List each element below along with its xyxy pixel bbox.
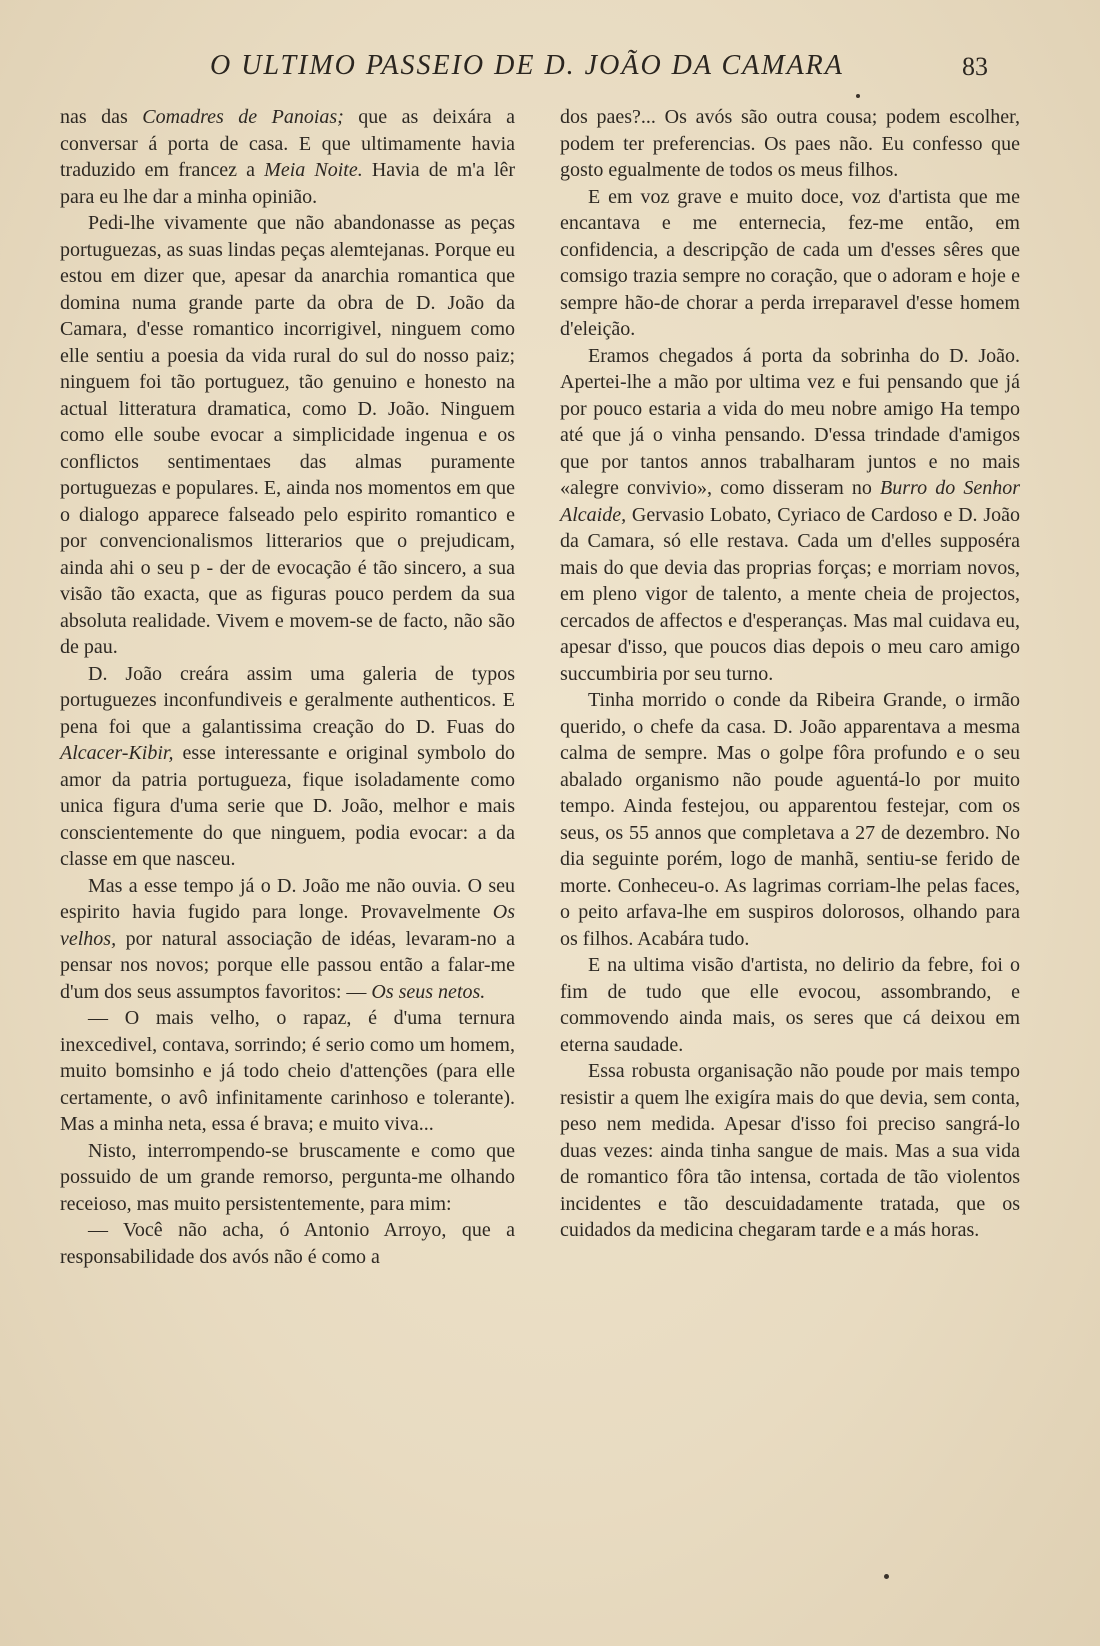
italic-title-text: Burro do Senhor Alcaide,: [560, 477, 1020, 526]
paragraph-text: Pedi-lhe vivamente que não abandonasse as peças portuguezas, as suas lindas peças alemtejanas. Porque eu estou em dizer que, apesar da anarchia romantica que domina numa grande parte da obra de D. João da Camara, d'esse romantico incorrigivel, ninguem como elle sentiu a poesia da vida rural do sul do nosso paiz; ninguem foi tão portuguez, tão genuino e honesto na actual litteratura dramatica, como D. João. Ninguem como elle soube evocar a simplicidade ingenua e os conflictos sentimentaes das almas puramente portuguezas e populares. E, ainda nos momentos em que o dialogo apparece falseado pelo espirito romantico e por convencionalismos litterarios que o prejudicam, ainda ahi o seu p - der de evocação é tão sincero, a sua visão tão exacta, que as figuras pouco perdem da sua absoluta realidade. Vivem e movem-se de facto, não são de pau.: [60, 212, 515, 658]
italic-title-text: Os velhos,: [60, 901, 515, 950]
paragraph-text: — O mais velho, o rapaz, é d'uma ternura inexcedivel, contava, sorrindo; é serio como um homem, muito bomsinho e já todo cheio d'attenções (para elle certamente, o avô infinitamente carinhoso e tolerante). Mas a minha neta, essa é brava; e muito viva...: [60, 1007, 515, 1135]
paragraph-text: Essa robusta organisação não poude por mais tempo resistir a quem lhe exigíra mais do que devia, sem conta, peso nem medida. Apesar d'isso foi preciso sangrá-lo duas vezes: ainda tinha sangue de mais. Mas a sua vida de romantico fôra tão intensa, cortada de tão violentos incidentes e tão descuidadamente tratada, que os cuidados da medicina chegaram tarde e a más horas.: [560, 1060, 1020, 1241]
paragraph: [560, 687, 1020, 952]
page-number: 83: [962, 52, 988, 81]
paragraph: [60, 873, 515, 1006]
paragraph: [60, 1138, 515, 1218]
italic-title-text: Meia Noite.: [264, 159, 363, 181]
paragraph-text: Mas a esse tempo já o D. João me não ouvia. O seu espirito havia fugido para longe. Provavelmente: [60, 874, 515, 923]
italic-title-text: Os seus netos.: [371, 980, 486, 1003]
ink-speck: [856, 94, 860, 98]
left-column: [60, 104, 515, 1270]
paragraph-text: E na ultima visão d'artista, no delirio da febre, foi o fim de tudo que elle evocou, assombrando, e commovendo ainda mais, os seres que cá deixou em eterna saudade.: [560, 954, 1020, 1056]
paragraph-text: Tinha morrido o conde da Ribeira Grande, o irmão querido, o chefe da casa. D. João apparentava a mesma calma de sempre. Mas o golpe fôra profundo e o seu abalado organismo não poude aguentá-lo por muito tempo. Ainda festejou, ou apparentou festejar, com os seus, os 55 annos que completava a 27 de dezembro. No dia seguinte porém, logo de manhã, sentiu-se ferido de morte. Conheceu-o. As lagrimas corriam-lhe pelas faces, o peito arfava-lhe em suspiros dolorosos, olhando para os filhos. Acabára tudo.: [560, 689, 1020, 950]
paragraph-text: esse interessante e original symbolo do amor da patria portugueza, fique isoladamente como unica figura d'uma serie que D. João, melhor e mais conscientemente do que ninguem, podia evocar: a da classe em que nasceu.: [60, 742, 515, 870]
paragraph-text: Havia de m'a lêr para eu lhe dar a minha opinião.: [60, 159, 515, 208]
paragraph-text: — Você não acha, ó Antonio Arroyo, que a responsabilidade dos avós não é como a: [60, 1219, 515, 1268]
paragraph-text: D. João creára assim uma galeria de typos portuguezes inconfundiveis e geralmente authenticos. E pena foi que a galantissima creação do D. Fuas do: [60, 662, 515, 738]
italic-title-text: Comadres de Panoias;: [142, 106, 344, 128]
paragraph: [560, 184, 1020, 343]
paragraph: [560, 952, 1020, 1058]
paragraph: [60, 1217, 515, 1270]
paragraph-text: Eramos chegados á porta da sobrinha do D. João. Apertei-lhe a mão por ultima vez e fui pensando que já por pouco estaria a vida do meu nobre amigo Ha tempo até que já o vinha pensando. D'essa trindade d'amigos que por tantos annos trabalharam juntos e no mais «alegre convivio», como disseram no: [560, 344, 1020, 499]
right-column: [560, 104, 1020, 1244]
paragraph-text: Gervasio Lobato, Cyriaco de Cardoso e D. João da Camara, só elle restava. Cada um d'elles supposéra mais do que devia das proprias forças; e morriam novos, em pleno vigor de talento, a mente cheia de projectos, cercados de affectos e d'esperanças. Mas mal cuidava eu, apesar d'isso, que poucos dias depois o meu caro amigo succumbiria por seu turno.: [560, 503, 1020, 685]
paragraph-text: que as deixára a conversar á porta de casa. E que ultimamente havia traduzido em francez a: [60, 106, 516, 181]
paragraph-text: E em voz grave e muito doce, voz d'artista que me encantava e me enternecia, fez-me então, em confidencia, a descripção de cada um d'esses sêres que comsigo trazia sempre no coração, que o adoram e hoje e sempre hão-de chorar a perda irreparavel d'esse homem d'eleição.: [560, 185, 1020, 340]
paragraph-text: nas das: [60, 106, 143, 128]
paragraph: [60, 1005, 515, 1138]
ink-speck: [884, 1574, 889, 1579]
paragraph-text: por natural associação de idéas, levaram-no a pensar nos novos; porque elle passou então a falar-me d'um dos seus assumptos favoritos: —: [60, 927, 515, 1003]
page-header: [0, 50, 1100, 90]
running-title: O ULTIMO PASSEIO DE D. JOÃO DA CAMARA: [210, 50, 844, 81]
paragraph-text: Nisto, interrompendo-se bruscamente e como que possuido de um grande remorso, pergunta-me olhando receioso, mas muito persistentemente, para mim:: [60, 1139, 515, 1215]
paragraph-text: dos paes?... Os avós são outra cousa; podem escolher, podem ter preferencias. Os paes não. Eu confesso que gosto egualmente de todos os meus filhos.: [560, 106, 1020, 181]
paragraph: [60, 104, 515, 210]
italic-title-text: Alcacer-Kibir,: [60, 742, 174, 764]
paragraph: [560, 1058, 1020, 1244]
paragraph: [560, 343, 1020, 688]
paragraph: [60, 210, 515, 661]
paragraph: [60, 661, 515, 873]
paragraph: [560, 104, 1020, 184]
